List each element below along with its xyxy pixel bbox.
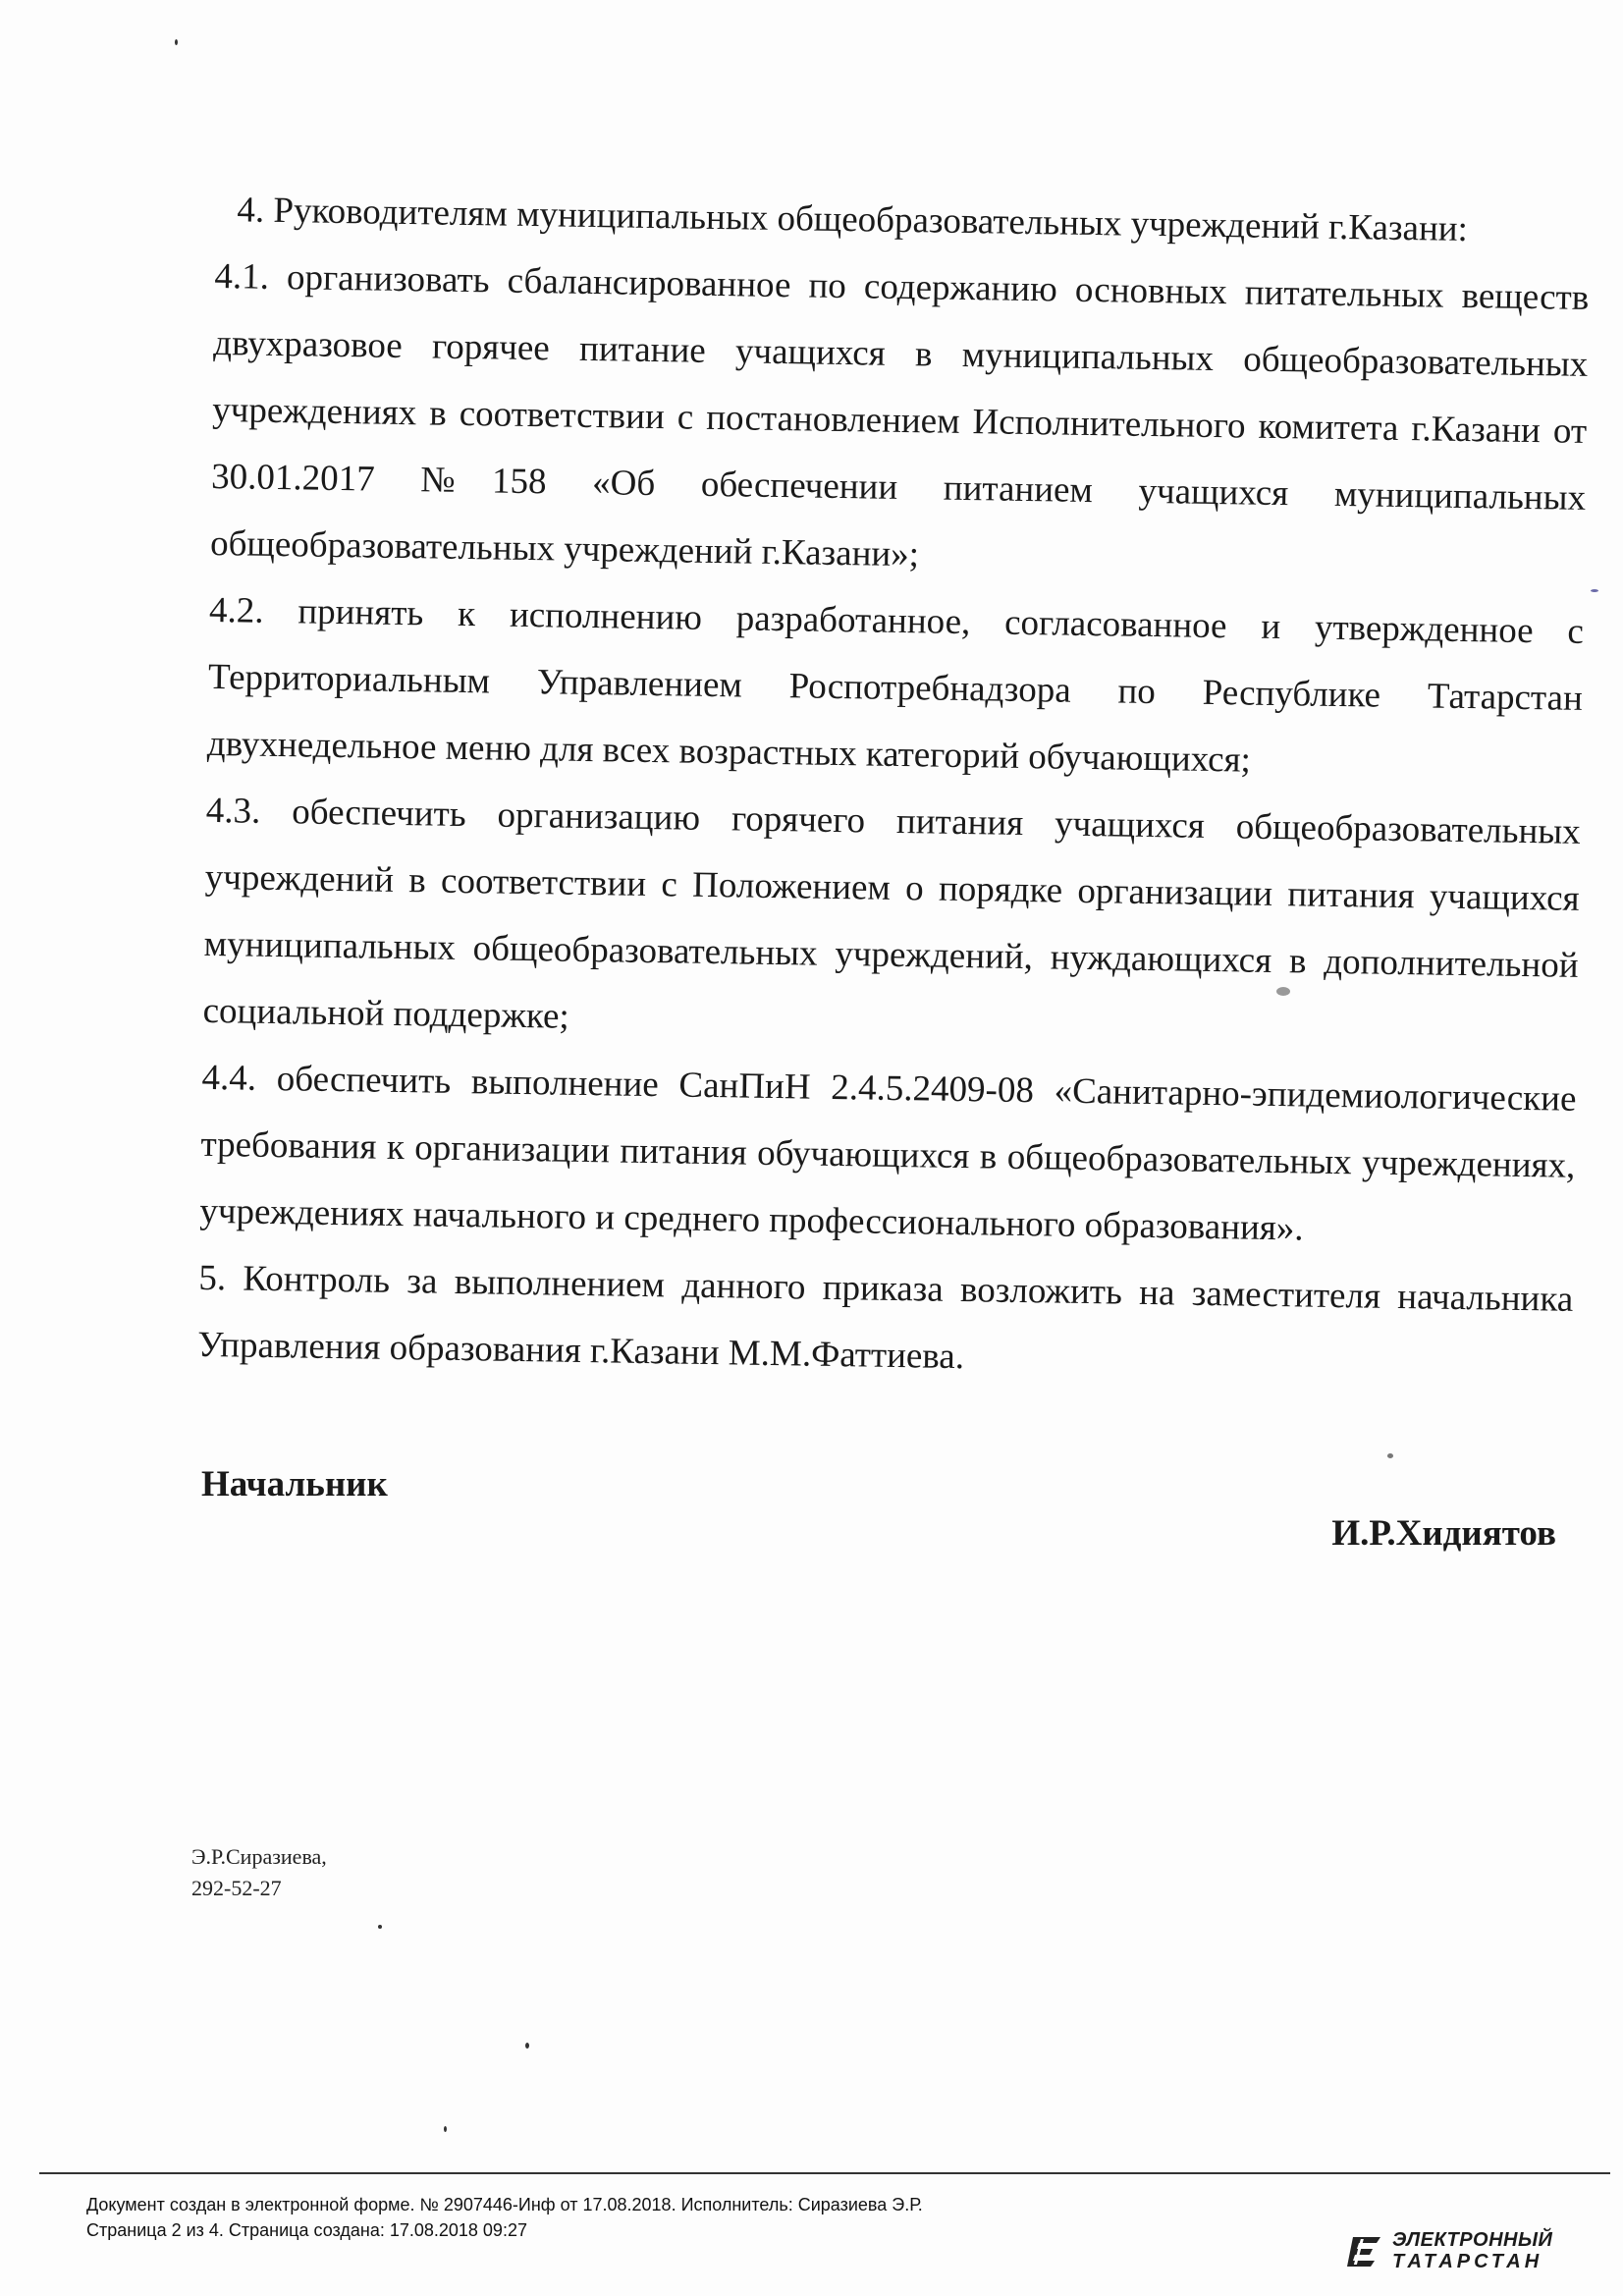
scan-speck — [1276, 987, 1290, 996]
scan-speck — [1591, 589, 1598, 592]
paragraph-4-4: 4.4. обеспечить выполнение СанПиН 2.4.5.2409-08 «Санитарно-эпидемиологические требования к организации питания обучающихся в общеобразовательных учреждениях, учреждениях начального и среднего профессионального образования». — [199, 1057, 1577, 1249]
footer — [86, 2192, 923, 2243]
executor-phone: 292-52-27 — [191, 1876, 282, 1900]
paragraph-5: 5. Контроль за выполнением данного приказа возложить на заместителя начальника Управления образования г.Казани М.М.Фаттиева. — [196, 1257, 1574, 1378]
footer-page-info: Страница 2 из 4. Страница создана: 17.08.2018 09:27 — [86, 2220, 527, 2240]
scan-speck — [378, 1925, 382, 1929]
footer-divider — [39, 2172, 1610, 2174]
scan-speck — [444, 2126, 447, 2132]
logo-text — [1392, 2229, 1552, 2272]
paragraph-4: 4. Руководителям муниципальных общеобразовательных учреждений г.Казани: — [237, 190, 1469, 250]
logo-line-1: ЭЛЕКТРОННЫЙ — [1392, 2229, 1553, 2251]
footer-document-info: Документ создан в электронной форме. № 2907446-Инф от 17.08.2018. Исполнитель: Сиразиева Э.Р. — [86, 2195, 923, 2214]
paragraph-4-1: 4.1. организовать сбалансированное по содержанию основных питательных веществ двухразовое горячее питание учащихся в муниципальных общеобразовательных учреждениях в соответствии с постановлением Исполнительного комитета г.Казани от 30.01.2017 №158 «Об обеспечении питанием учащихся муниципальных общеобразовательных учреждений г.Казани»; — [209, 255, 1590, 575]
logo-line-2: ТАТАРСТАН — [1392, 2251, 1543, 2272]
signatory-title: Начальник — [201, 1464, 388, 1504]
electronic-tatarstan-logo — [1345, 2227, 1561, 2278]
signatory-name: И.Р.Хидиятов — [1331, 1513, 1556, 1554]
document-body — [197, 177, 1591, 1400]
executor-info — [191, 1841, 327, 1904]
executor-name: Э.Р.Сиразиева, — [191, 1844, 327, 1869]
paragraph-4-3: 4.3. обеспечить организацию горячего питания учащихся общеобразовательных учреждений в соответствии с Положением о порядке организации питания учащихся муниципальных общеобразовательных учреждений, нуждающихся в дополнительной социальной поддержке; — [202, 790, 1582, 1037]
logo-mark-icon — [1345, 2231, 1386, 2270]
scan-speck — [1387, 1453, 1393, 1458]
scan-speck — [175, 39, 178, 45]
signature-block — [201, 1463, 1556, 1581]
scan-speck — [525, 2043, 529, 2049]
paragraph-4-2: 4.2. принять к исполнению разработанное, согласованное и утвержденное с Территориальным Управлением Роспотребнадзора по Республике Татарстан двухнедельное меню для всех возрастных категорий обучающихся; — [206, 589, 1585, 781]
